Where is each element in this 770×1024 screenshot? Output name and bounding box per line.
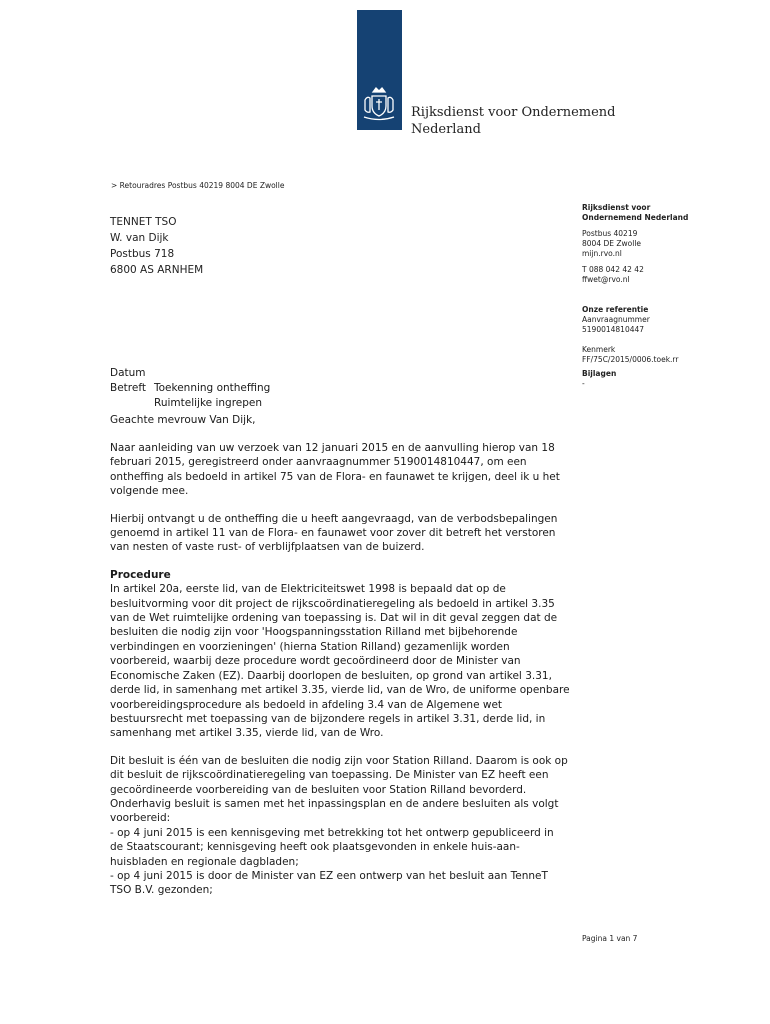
betreft-label: Betreft [110,382,146,394]
salutation: Geachte mevrouw Van Dijk, [110,414,256,426]
body-paragraph: Hierbij ontvangt u de ontheffing die u heeft aangevraagd, van de verbodsbepalingen genoemd in artikel 11 van de Flora- en faunawet voor zover dit betreft het verstoren van nesten of vaste rust- of verblijfplaatsen van de buizerd. [110,512,558,554]
betreft-value: Ruimtelijke ingrepen [154,397,263,409]
list-item: - op 4 juni 2015 is een kennisgeving met betrekking tot het ontwerp gepubliceerd in de Staatscourant; kennisgeving heeft ook plaatsgevonden in enkele huis-aan-huisbladen en regionale dagbladen; [110,826,554,868]
datum-label: Datum [110,367,146,379]
list-item: - op 4 juni 2015 is door de Minister van EZ een ontwerp van het besluit aan TenneT TSO B.V. gezonden; [110,869,548,897]
return-address: > Retouradres Postbus 40219 8004 DE Zwolle [111,181,285,190]
sidebar-kenmerk-value: FF/75C/2015/0006.toek.rr [582,355,679,364]
recipient-line: W. van Dijk [110,232,169,244]
recipient-line: 6800 AS ARNHEM [110,264,204,276]
recipient-line: TENNET TSO [110,216,177,228]
sidebar-ref-heading: Onze referentie [582,305,649,314]
sidebar-email: ffwet@rvo.nl [582,275,630,284]
letter-meta [110,366,270,411]
org-name-line1: Rijksdienst voor Ondernemend [411,105,616,120]
sidebar-org: Rijksdienst voor [582,203,651,212]
sidebar-bijlagen-label: Bijlagen [582,369,617,378]
recipient-line: Postbus 718 [110,248,175,260]
section-heading: Procedure [110,568,171,581]
page-number: Pagina 1 van 7 [582,934,638,943]
sidebar-ref-value: 5190014810447 [582,325,645,334]
sidebar-phone: T 088 042 42 42 [582,265,644,274]
sidebar-ref-label: Aanvraagnummer [582,315,650,324]
letter-body [110,441,570,898]
sidebar-org: Ondernemend Nederland [582,213,689,222]
sender-sidebar [582,203,762,389]
body-paragraph: Naar aanleiding van uw verzoek van 12 januari 2015 en de aanvulling hierop van 18 februari 2015, geregistreerd onder aanvraagnummer 5190014810447, om een ontheffing als bedoeld in artikel 75 van de Flora- en faunawet te krijgen, deel ik u het volgende mee. [110,442,560,498]
body-paragraph: Dit besluit is één van de besluiten die nodig zijn voor Station Rilland. Daarom is ook op dit besluit de rijkscoördinatieregeling van toepassing. De Minister van EZ heeft een gecoördineerde voorbereiding van de besluiten voor Station Rilland bevorderd. Onderhavig besluit is samen met het inpassingsplan en de andere besluiten als volgt voorbereid: [110,754,568,825]
org-name [411,104,615,138]
sidebar-web: mijn.rvo.nl [582,249,622,258]
sidebar-city: 8004 DE Zwolle [582,239,642,248]
body-paragraph: In artikel 20a, eerste lid, van de Elektriciteitswet 1998 is bepaald dat op de besluitvorming voor dit project de rijkscoördinatieregeling als bedoeld in artikel 3.35 van de Wet ruimtelijke ordening van toepassing is. Dat wil in dit geval zeggen dat de besluiten die nodig zijn voor 'Hoogspanningsstation Rilland met bijbehorende verbindingen en voorzieningen' (hierna Station Rilland) gezamenlijk worden voorbereid, waarbij deze procedure wordt gecoördineerd door de Minister van Economische Zaken (EZ). Daarbij doorlopen de besluiten, op grond van artikel 3.31, derde lid, in samenhang met artikel 3.35, vierde lid, van de Wro, de uniforme openbare voorbereidingsprocedure als bedoeld in afdeling 3.4 van de Algemene wet bestuursrecht met toepassing van de bijzondere regels in artikel 3.31, derde lid, in samenhang met artikel 3.35, vierde lid, van de Wro. [110,583,570,740]
org-name-line2: Nederland [411,122,481,137]
sidebar-bijlagen-value: - [582,379,585,388]
betreft-value: Toekenning ontheffing [154,382,271,394]
sidebar-kenmerk-label: Kenmerk [582,345,616,354]
recipient-address [110,214,203,278]
sidebar-postbus: Postbus 40219 [582,229,638,238]
coat-of-arms-icon [361,86,397,122]
